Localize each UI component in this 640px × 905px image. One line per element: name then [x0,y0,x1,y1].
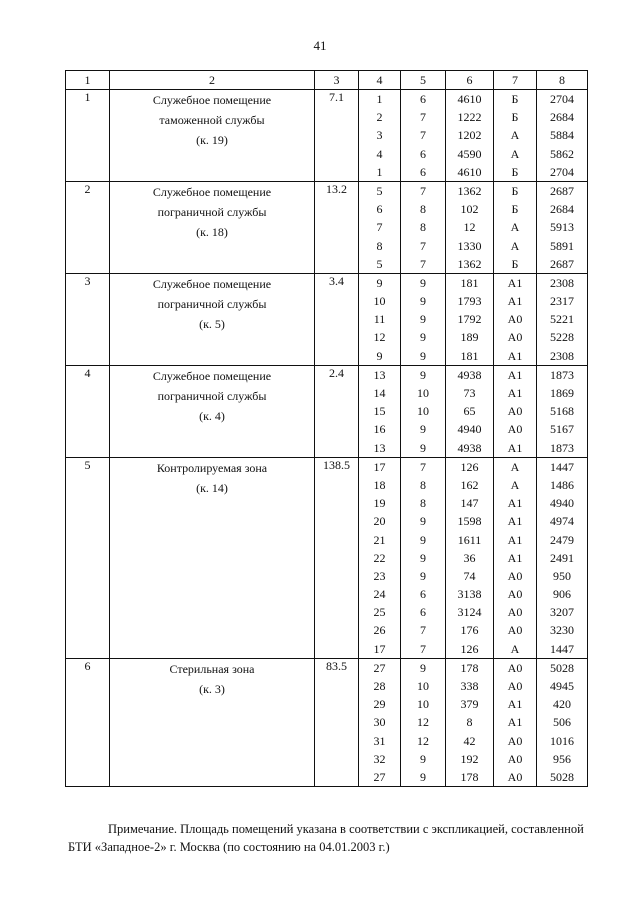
point-value: 9 [420,751,426,766]
point-value: 8 [420,202,426,217]
premises-name-line: (к. 14) [196,480,228,495]
point-column-4 [359,658,401,786]
point-value: 1447 [550,641,574,656]
point-value: А1 [507,275,523,290]
point-value: А [510,146,520,161]
point-value: 8 [376,238,383,253]
point-value: А1 [507,386,523,400]
point-value: А1 [507,440,523,455]
point-value: 126 [460,459,479,474]
point-value: А1 [507,550,523,565]
premises-name-line: пограничной службы [157,296,267,311]
point-value: 6 [376,202,383,217]
point-value: 9 [420,294,426,309]
point-column-6 [446,365,494,457]
premises-name [110,457,315,658]
point-value: 181 [460,348,479,363]
point-value: 4 [376,146,383,161]
point-value: 29 [373,697,386,712]
point-value: 379 [460,697,479,712]
point-value: 5891 [550,238,574,253]
point-value: 4945 [550,679,574,693]
point-value: А1 [507,367,523,382]
point-value: 420 [553,697,571,712]
point-value: 36 [463,550,476,565]
point-value: 12 [463,220,476,235]
point-value: 9 [420,514,426,529]
point-value: 2317 [550,294,574,309]
point-value: 9 [420,532,426,547]
premises-name-line: таможенной службы [159,113,265,127]
point-value: 7 [420,623,426,638]
point-value: 9 [420,330,426,345]
point-value: 4610 [457,92,482,106]
row-number: 4 [66,365,110,457]
point-value: 9 [376,275,383,290]
point-value: 178 [460,660,479,675]
premises-name [110,365,315,457]
point-value: 8 [466,715,473,730]
point-value: 5228 [550,330,574,345]
point-value: 6 [420,146,426,161]
point-value: 2 [376,110,383,125]
point-value: 1598 [457,514,482,529]
column-header: 7 [494,71,537,90]
table-row [66,90,588,182]
point-column-7 [494,457,537,658]
point-value: 1873 [550,367,574,382]
point-value: 102 [460,202,479,217]
point-column-8 [537,365,588,457]
point-value: 1 [376,92,383,106]
point-value: 1362 [457,183,482,198]
point-column-5 [401,181,446,273]
column-header: 3 [315,71,359,90]
point-value: 11 [373,312,386,327]
point-value: 5221 [550,312,574,327]
point-value: 18 [373,477,386,492]
premises-name-line: Служебное помещение [152,184,272,199]
point-value: А0 [507,312,523,327]
table-row [66,658,588,786]
table-body [66,90,588,787]
point-value: 5168 [550,404,574,419]
point-value: 9 [420,550,426,565]
point-value: 181 [460,275,479,290]
point-value: А1 [507,348,523,363]
point-value: А1 [507,496,523,511]
point-value: 1222 [457,110,482,125]
point-value: 73 [463,386,476,400]
point-value: 2479 [550,532,574,547]
premises-name-line: пограничной службы [157,388,267,403]
point-value: 17 [373,641,386,656]
point-value: 17 [373,459,386,474]
point-value: А1 [507,532,523,547]
point-value: 26 [373,623,386,638]
point-value: 27 [373,769,386,784]
point-value: 2308 [550,275,574,290]
point-value: 1362 [457,256,482,271]
premises-table [65,70,588,787]
point-value: 7 [420,183,426,198]
point-value: 3124 [457,605,482,620]
point-value: 2308 [550,348,574,363]
point-value: Б [511,202,519,217]
point-value: А [510,238,520,253]
point-value: А0 [507,751,523,766]
point-column-6 [446,658,494,786]
point-value: 7 [420,110,426,125]
point-value: Б [511,92,519,106]
premises-name [110,90,315,182]
point-value: 22 [373,550,386,565]
point-value: 9 [420,769,426,784]
point-column-4 [359,181,401,273]
point-value: 16 [373,422,386,437]
point-value: 7 [420,128,426,143]
point-value: 9 [376,348,383,363]
premises-name-line: (к. 4) [199,408,225,423]
point-value: 10 [417,386,429,400]
row-number: 1 [66,90,110,182]
point-value: 4940 [550,496,574,511]
point-value: А0 [507,568,523,583]
point-value: 162 [460,477,479,492]
point-value: 4938 [457,440,482,455]
point-value: 1447 [550,459,574,474]
point-value: А0 [507,660,523,675]
point-value: 12 [417,715,429,730]
point-value: 20 [373,514,386,529]
point-value: А1 [507,514,523,529]
column-header: 6 [446,71,494,90]
point-value: 31 [373,733,386,748]
point-value: 1330 [457,238,482,253]
point-value: 1202 [457,128,482,143]
point-value: А [510,128,520,143]
point-value: 2704 [550,92,574,106]
table-row [66,457,588,658]
point-value: 13 [373,367,386,382]
point-column-7 [494,658,537,786]
point-value: 3 [376,128,383,143]
column-header: 5 [401,71,446,90]
point-value: 5884 [550,128,574,143]
table-row [66,273,588,365]
point-value: 65 [463,404,476,419]
point-value: 5028 [550,660,574,675]
point-value: 9 [420,312,426,327]
point-column-6 [446,90,494,182]
premises-name-line: Стерильная зона [169,661,255,676]
point-value: 10 [373,294,386,309]
footnote-line: Примечание. Площадь помещений указана в соответствии с экспликацией, составленной [108,822,584,836]
column-header: 2 [110,71,315,90]
point-column-5 [401,90,446,182]
point-value: 9 [420,348,426,363]
point-value: А0 [507,623,523,638]
premises-name-line: Служебное помещение [152,93,272,107]
point-value: 10 [417,404,429,419]
point-value: 9 [420,367,426,382]
point-value: 906 [553,587,571,602]
point-value: 1486 [550,477,574,492]
table-row [66,365,588,457]
point-value: А [510,459,520,474]
point-value: 2687 [550,183,574,198]
point-value: 1792 [457,312,482,327]
point-column-8 [537,273,588,365]
point-column-4 [359,90,401,182]
point-value: 74 [463,568,476,583]
point-value: 178 [460,769,479,784]
row-number: 2 [66,181,110,273]
point-column-8 [537,457,588,658]
point-value: Б [511,110,519,125]
point-value: 3138 [457,587,482,602]
area-value: 7.1 [315,90,359,182]
point-value: 19 [373,496,386,511]
point-value: 2684 [550,202,574,217]
point-value: 9 [420,660,426,675]
point-value: 28 [373,679,386,693]
point-value: 5862 [550,146,574,161]
page-number: 41 [313,38,327,53]
point-value: 956 [553,751,571,766]
point-value: А0 [507,422,523,437]
point-value: 2491 [550,550,574,565]
point-value: А0 [507,679,523,693]
point-column-5 [401,457,446,658]
point-column-7 [494,273,537,365]
point-value: А [510,220,520,235]
point-value: А1 [507,294,523,309]
point-value: 192 [460,751,479,766]
point-value: 5167 [550,422,574,437]
column-header: 4 [359,71,401,90]
point-value: 32 [373,751,386,766]
point-value: 12 [373,330,386,345]
point-value: А0 [507,404,523,419]
point-value: 9 [420,275,426,290]
point-value: 27 [373,660,386,675]
premises-name-line: (к. 3) [199,681,225,696]
point-value: 4940 [457,422,482,437]
point-value: 2687 [550,256,574,271]
point-value: 6 [420,164,426,179]
point-value: 147 [460,496,479,511]
point-column-7 [494,90,537,182]
point-column-6 [446,273,494,365]
point-value: 7 [420,641,426,656]
point-value: 13 [373,440,386,455]
point-value: 25 [373,605,386,620]
point-value: 189 [460,330,479,345]
area-value: 3.4 [315,273,359,365]
row-number: 5 [66,457,110,658]
footnote [68,820,598,856]
premises-name [110,658,315,786]
premises-name-line: Служебное помещение [152,368,272,383]
point-value: 12 [417,733,429,748]
premises-name-line: (к. 19) [196,133,228,147]
point-value: Б [511,183,519,198]
point-value: 7 [420,238,426,253]
point-value: 4938 [457,367,482,382]
point-value: 8 [420,496,426,511]
point-value: Б [511,164,519,179]
premises-name-line: (к. 5) [199,316,225,331]
point-value: 7 [420,256,426,271]
point-column-6 [446,457,494,658]
point-value: 30 [373,715,386,730]
footnote-line: БТИ «Западное-2» г. Москва (по состоянию на 04.01.2003 г.) [68,840,390,854]
point-value: А0 [507,733,523,748]
point-value: А0 [507,769,523,784]
point-value: А [510,477,520,492]
point-value: А1 [507,715,523,730]
point-column-5 [401,365,446,457]
point-column-8 [537,90,588,182]
point-value: Б [511,256,519,271]
point-value: 5028 [550,769,574,784]
point-value: 1793 [457,294,482,309]
point-value: 6 [420,92,426,106]
point-value: 2704 [550,164,574,179]
point-value: 4610 [457,164,482,179]
point-value: 5 [376,256,383,271]
point-value: 8 [420,220,426,235]
point-value: 6 [420,587,426,602]
column-header: 1 [66,71,110,90]
point-column-5 [401,273,446,365]
premises-name-line: Служебное помещение [152,276,272,291]
row-number: 3 [66,273,110,365]
point-value: 21 [373,532,386,547]
point-value: 5913 [550,220,574,235]
row-number: 6 [66,658,110,786]
point-value: 506 [553,715,571,730]
point-value: 1611 [457,532,482,547]
point-value: 2684 [550,110,574,125]
point-value: 126 [460,641,479,656]
point-value: А0 [507,330,523,345]
point-value: 3207 [550,605,574,620]
point-column-8 [537,658,588,786]
point-value: 4974 [550,514,574,529]
point-value: 15 [373,404,386,419]
point-value: 1873 [550,440,574,455]
point-value: 9 [420,422,426,437]
premises-name [110,273,315,365]
premises-name-line: Контролируемая зона [156,460,268,475]
point-value: А [510,641,520,656]
point-value: А0 [507,605,523,620]
point-value: 10 [417,697,429,712]
point-value: 3230 [550,623,574,638]
point-column-8 [537,181,588,273]
point-column-6 [446,181,494,273]
point-value: 6 [420,605,426,620]
point-value: 23 [373,568,386,583]
point-value: 338 [460,679,479,693]
point-value: 14 [373,386,386,400]
point-value: 4590 [457,146,482,161]
point-column-7 [494,181,537,273]
point-value: 10 [417,679,429,693]
point-value: 7 [376,220,383,235]
point-column-4 [359,365,401,457]
table-row [66,181,588,273]
point-value: 1 [376,164,383,179]
point-value: 5 [376,183,383,198]
column-header: 8 [537,71,588,90]
point-value: 9 [420,440,426,455]
point-value: 8 [420,477,426,492]
premises-name [110,181,315,273]
point-column-4 [359,273,401,365]
point-value: 9 [420,568,426,583]
point-value: А0 [507,587,523,602]
area-value: 2.4 [315,365,359,457]
point-value: 1016 [550,733,574,748]
point-value: 176 [460,623,479,638]
point-column-5 [401,658,446,786]
premises-name-line: (к. 18) [196,224,228,239]
point-value: 24 [373,587,386,602]
point-column-4 [359,457,401,658]
point-value: 42 [463,733,476,748]
area-value: 138.5 [315,457,359,658]
point-value: 1869 [550,386,574,400]
point-column-7 [494,365,537,457]
point-value: 7 [420,459,426,474]
premises-name-line: пограничной службы [157,204,267,219]
area-value: 83.5 [315,658,359,786]
point-value: 950 [553,568,571,583]
header-row [66,71,588,90]
point-value: А1 [507,697,523,712]
area-value: 13.2 [315,181,359,273]
